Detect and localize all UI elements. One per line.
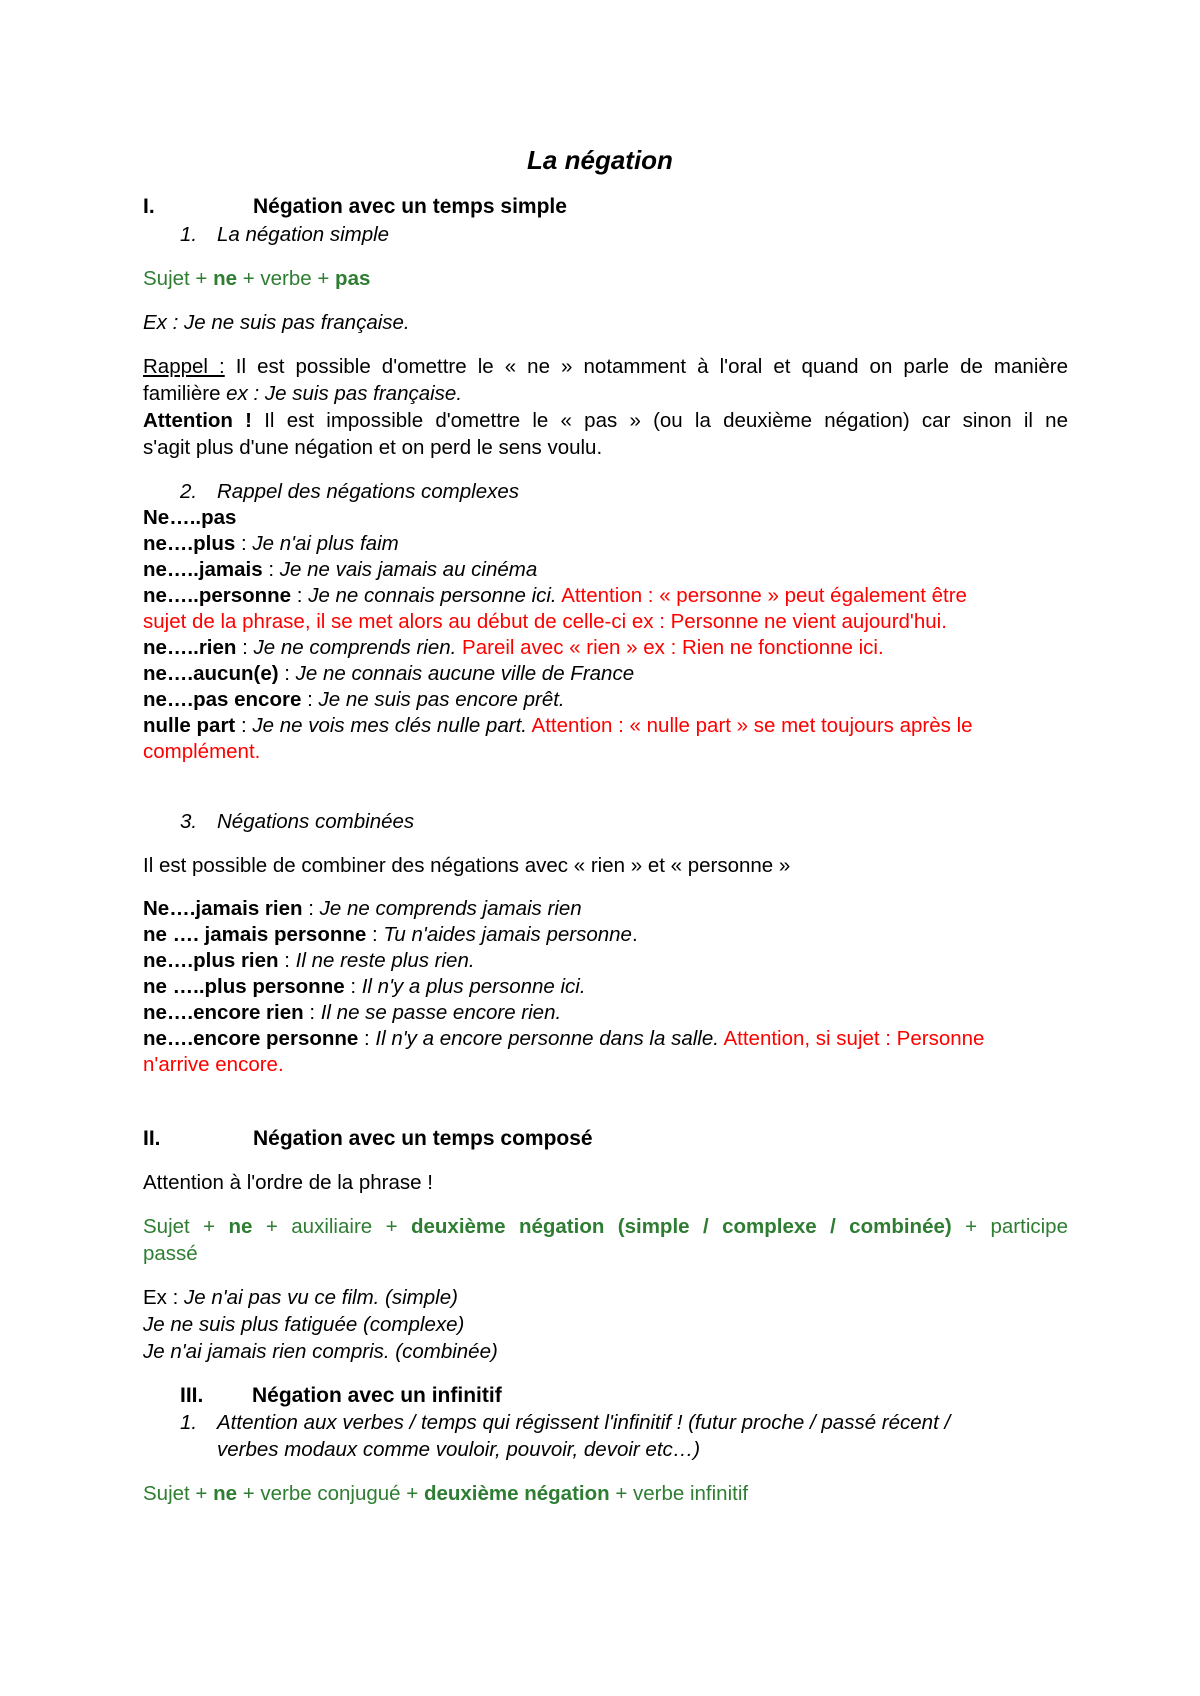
negation-example: Je ne vais jamais au cinéma [279, 558, 538, 581]
negation-line [143, 556, 1068, 583]
formula-compound-line-1 [143, 1213, 1068, 1240]
formula-part: Sujet + [143, 1482, 214, 1505]
example-simple: Ex : Je ne suis pas française. [143, 311, 410, 334]
negation-example: Je ne connais aucune ville de France [295, 662, 635, 685]
negation-line [143, 973, 1068, 1000]
combined-intro: Il est possible de combiner des négations avec « rien » et « personne » [143, 854, 791, 877]
attention-note: Attention : « nulle part » se met toujours après le [526, 714, 973, 737]
compound-example-3: Je n'ai jamais rien compris. (combinée) [143, 1340, 498, 1363]
section-2-intro: Attention à l'ordre de la phrase ! [143, 1171, 433, 1194]
separator: : [236, 636, 254, 659]
attention-line-2: s'agit plus d'une négation et on perd le sens voulu. [143, 436, 603, 459]
formula-part: + verbe + [237, 267, 336, 290]
rappel-label: Rappel : [143, 355, 225, 378]
negation-form: ne …. jamais personne [143, 923, 367, 946]
formula-simple [143, 265, 1068, 292]
negation-example: Je ne vois mes clés nulle part. [252, 714, 527, 737]
separator: : [262, 558, 280, 581]
attention-note: sujet de la phrase, il se met alors au début de celle-ci ex : Personne ne vient aujourd'hui. [143, 610, 947, 633]
negation-form: ne….encore rien [143, 1001, 304, 1024]
separator: : [278, 949, 296, 972]
formula-infinitive [143, 1480, 1068, 1507]
formula-part: + participe [951, 1215, 1068, 1238]
negation-line [143, 582, 1068, 609]
punctuation: . [631, 923, 638, 946]
negation-line [143, 530, 1068, 557]
negation-example: Je n'ai plus faim [252, 532, 399, 555]
subsection-number: 3. [180, 810, 198, 833]
attention-label: Attention ! [143, 409, 252, 432]
separator: : [366, 923, 384, 946]
negation-example: Il n'y a plus personne ici. [361, 975, 586, 998]
formula-keyword: ne [213, 1482, 238, 1505]
negation-line [143, 1051, 1068, 1078]
negation-form: ne….encore personne [143, 1027, 359, 1050]
negation-form: ne…..personne [143, 584, 292, 607]
attention-note: Pareil avec « rien » ex : Rien ne fonctionne ici. [456, 636, 884, 659]
section-3-heading [180, 1382, 1105, 1409]
negation-form: Ne…..pas [143, 506, 237, 529]
negation-form: ne …..plus personne [143, 975, 345, 998]
subsection-number: 1. [180, 223, 198, 246]
attention-text: Il est impossible d'omettre le « pas » (ou la deuxième négation) car sinon il ne [252, 409, 1068, 432]
separator: : [344, 975, 362, 998]
formula-part: + verbe infinitif [609, 1482, 749, 1505]
negation-line [143, 999, 1068, 1026]
attention-note: Attention, si sujet : Personne [718, 1027, 985, 1050]
section-number: II. [143, 1127, 161, 1150]
example-text: Je n'ai pas vu ce film. (simple) [184, 1286, 458, 1309]
section-2-heading [143, 1125, 1068, 1152]
subsection-1-3-heading [180, 808, 1105, 835]
negation-example: Je ne connais personne ici. [308, 584, 557, 607]
separator: : [278, 662, 296, 685]
formula-keyword: deuxième négation [423, 1482, 610, 1505]
formula-part: Sujet + [143, 267, 214, 290]
negation-line [143, 608, 1068, 635]
example-label: Ex : [143, 1286, 185, 1309]
formula-part: + auxiliaire + [252, 1215, 411, 1238]
compound-example-2: Je ne suis plus fatiguée (complexe) [143, 1313, 465, 1336]
negation-line [143, 947, 1068, 974]
negation-example: Je ne suis pas encore prêt. [318, 688, 565, 711]
formula-keyword: ne [228, 1215, 253, 1238]
negation-line [143, 634, 1068, 661]
negation-form: ne…..jamais [143, 558, 263, 581]
section-title: Négation avec un temps composé [253, 1127, 593, 1150]
subsection-title: Négations combinées [217, 810, 415, 833]
negation-example: Il ne reste plus rien. [295, 949, 475, 972]
attention-line-1 [143, 407, 1068, 434]
formula-part: Sujet + [143, 1215, 229, 1238]
compound-example-1 [143, 1284, 1068, 1311]
section-title: Négation avec un infinitif [252, 1384, 502, 1407]
negation-example: Je ne comprends jamais rien [319, 897, 582, 920]
separator: : [358, 1027, 376, 1050]
section-1-heading [143, 193, 1068, 220]
negation-line [143, 921, 1068, 948]
separator: : [291, 584, 309, 607]
negation-line [143, 712, 1068, 739]
negation-example: Il n'y a encore personne dans la salle. [375, 1027, 719, 1050]
negation-example: Je ne comprends rien. [253, 636, 457, 659]
formula-compound-line-2: passé [143, 1242, 198, 1265]
subsection-title: La négation simple [217, 223, 390, 246]
negation-form: ne….aucun(e) [143, 662, 279, 685]
subsection-title: Rappel des négations complexes [217, 480, 519, 503]
negation-form: ne….pas encore [143, 688, 302, 711]
section-number: III. [180, 1384, 204, 1407]
subsection-3-1-line-2: verbes modaux comme vouloir, pouvoir, devoir etc…) [217, 1438, 701, 1461]
formula-keyword: pas [335, 267, 371, 290]
subsection-3-1-line-1 [180, 1409, 1105, 1436]
separator: : [235, 532, 253, 555]
negation-form: ne…..rien [143, 636, 237, 659]
attention-note: n'arrive encore. [143, 1053, 284, 1076]
subsection-number: 1. [180, 1411, 198, 1434]
negation-line [143, 895, 1068, 922]
subsection-1-2-heading [180, 478, 1105, 505]
subsection-1-1-heading [180, 221, 1105, 248]
rappel-line-1 [143, 353, 1068, 380]
formula-part: + verbe conjugué + [237, 1482, 424, 1505]
attention-note: Attention : « personne » peut également être [556, 584, 967, 607]
section-number: I. [143, 195, 155, 218]
rappel-text: familière [143, 382, 227, 405]
negation-form: nulle part [143, 714, 236, 737]
attention-note: complément. [143, 740, 261, 763]
rappel-text: Il est possible d'omettre le « ne » notamment à l'oral et quand on parle de manière [224, 355, 1068, 378]
section-title: Négation avec un temps simple [253, 195, 567, 218]
negation-line [143, 1025, 1068, 1052]
separator: : [303, 1001, 321, 1024]
negation-line [143, 660, 1068, 687]
rappel-example: ex : Je suis pas française. [226, 382, 463, 405]
formula-keyword: ne [213, 267, 238, 290]
rappel-line-2 [143, 380, 1068, 407]
separator: : [302, 897, 320, 920]
document-title: La négation [527, 145, 673, 175]
negation-example: Tu n'aides jamais personne [383, 923, 632, 946]
separator: : [301, 688, 319, 711]
negation-form: ne….plus [143, 532, 236, 555]
negation-form: ne….plus rien [143, 949, 279, 972]
negation-form: Ne….jamais rien [143, 897, 303, 920]
negation-line [143, 504, 1068, 531]
subsection-text: Attention aux verbes / temps qui régissent l'infinitif ! (futur proche / passé récent / [217, 1411, 951, 1434]
negation-line [143, 738, 1068, 765]
negation-line [143, 686, 1068, 713]
separator: : [235, 714, 253, 737]
negation-example: Il ne se passe encore rien. [320, 1001, 562, 1024]
formula-keyword: deuxième négation (simple / complexe / combinée) [410, 1215, 952, 1238]
subsection-number: 2. [180, 480, 198, 503]
